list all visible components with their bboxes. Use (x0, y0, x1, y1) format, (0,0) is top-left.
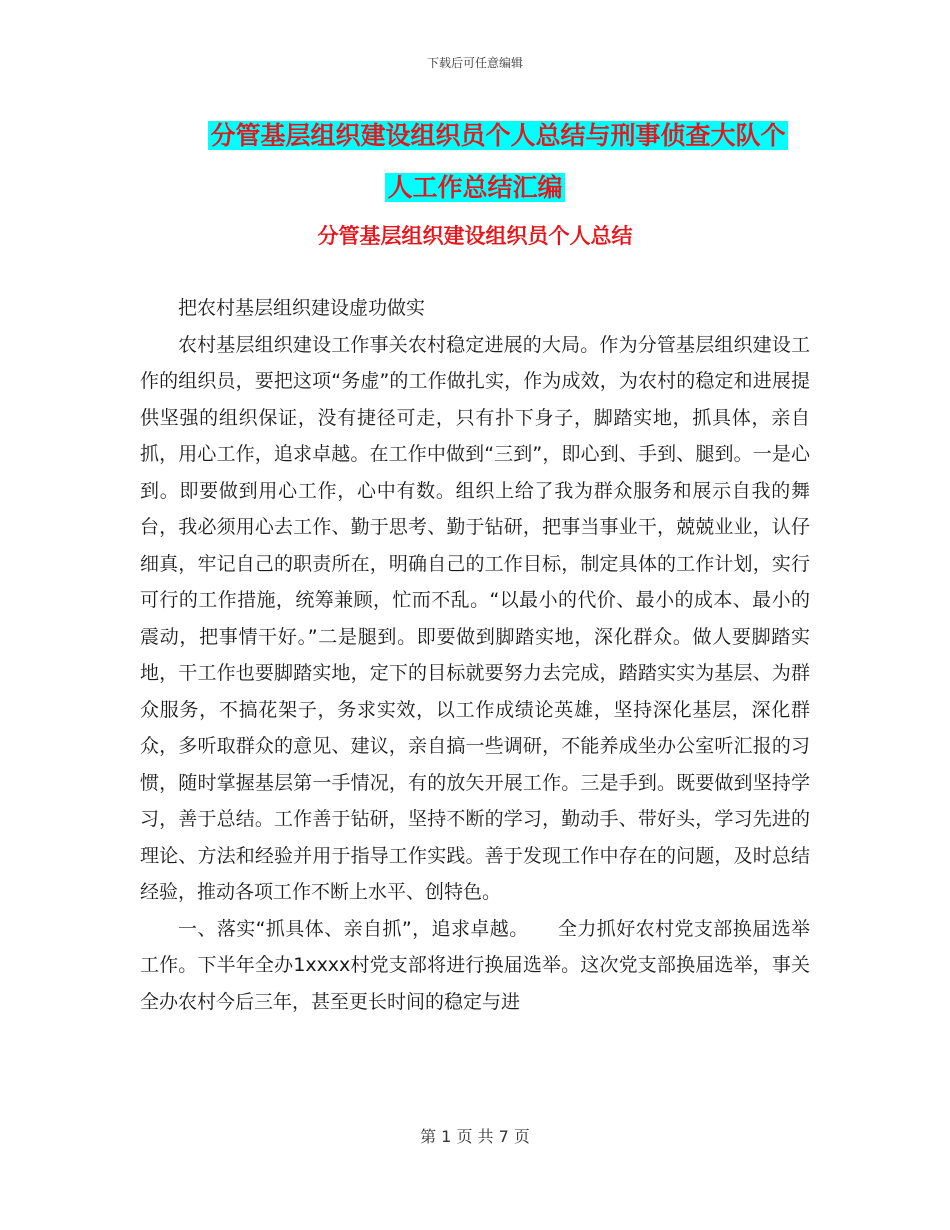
paragraph: 把农村基层组织建设虚功做实 (178, 297, 426, 319)
document-body (140, 290, 810, 1020)
paragraph: 农村基层组织建设工作事关农村稳定进展的大局。作为分管基层组织建设工作的组织员，要把这项“务虚”的工作做扎实，作为成效，为农村的稳定和进展提供坚强的组织保证，没有捷径可走，只有扑下身子，脚踏实地，抓具体，亲自抓，用心工作，追求卓越。在工作中做到“三到”，即心到、手到、腿到。一是心到。即要做到用心工作，心中有数。组织上给了我为群众服务和展示自我的舞台，我必须用心去工作、勤于思考、勤于钻研，把事当事业干，兢兢业业，认仔细真，牢记自己的职责所在，明确自己的工作目标，制定具体的工作计划，实行可行的工作措施，统筹兼顾，忙而不乱。“以最小的代价、最小的成本、最小的震动，把事情干好。”二是腿到。即要做到脚踏实地，深化群众。做人要脚踏实地，干工作也要脚踏实地，定下的目标就要努力去完成，踏踏实实为基层、为群众服务，不搞花架子，务求实效，以工作成绩论英雄，坚持深化基层，深化群众，多听取群众的意见、建议，亲自搞一些调研，不能养成坐办公室听汇报的习惯，随时掌握基层第一手情况，有的放矢开展工作。三是手到。既要做到坚持学习，善于总结。工作善于钻研，坚持不断的学习，勤动手、带好头，学习先进的理论、方法和经验并用于指导工作实践。善于发现工作中存在的问题，及时总结经验，推动各项工作不断上水平、创特色。 (140, 333, 810, 903)
title-line-1: 分管基层组织建设组织员个人总结与刑事侦查大队个 (210, 121, 786, 150)
page-footer: 第 1 页 共 7 页 (420, 1127, 530, 1146)
paragraph: 一、落实“抓具体、亲自抓”，追求卓越。 全力抓好农村党支部换届选举工作。下半年全办1xxxx村党支部将进行换届选举。这次党支部换届选举，事关全办农村今后三年，甚至更长时间的稳定与进 (140, 917, 810, 1013)
title-line-2: 人工作总结汇编 (387, 173, 563, 202)
document-title (140, 110, 810, 214)
section-subtitle: 分管基层组织建设组织员个人总结 (317, 224, 633, 248)
page-header: 下载后可任意编辑 (426, 56, 523, 70)
